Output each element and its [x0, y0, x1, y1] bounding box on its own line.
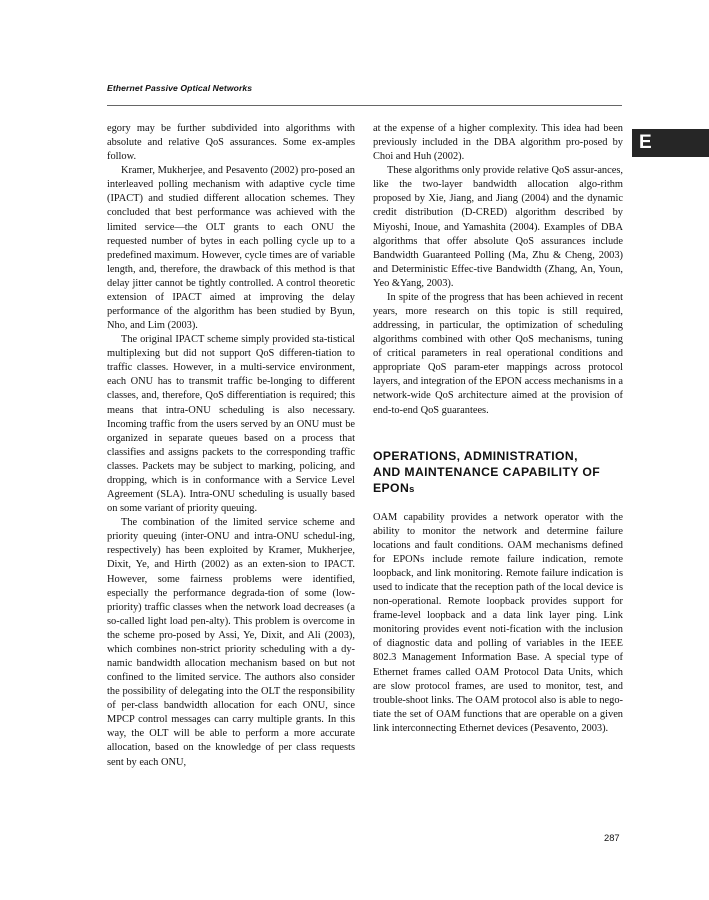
header-rule	[107, 105, 622, 106]
body-paragraph: egory may be further subdivided into algorithms with absolute and relative QoS assurances. Some ex-amples follow.	[107, 123, 355, 163]
left-column	[107, 122, 355, 770]
section-heading-line	[373, 480, 623, 497]
body-paragraph: at the expense of a higher complexity. This idea had been previously included in the DBA algorithm pro-posed by Choi and Huh (2002).	[373, 123, 623, 163]
right-column	[373, 122, 623, 736]
body-paragraph: Kramer, Mukherjee, and Pesavento (2002) pro-posed an interleaved polling mechanism with adaptive cycle time (IPACT) and studied different allocation schemes. They concluded that best performance was achieved with the limited service—the OLT grants to each ONU the requested number of bytes in each polling cycle up to a predefined maximum. However, cycle times are of variable length, and, therefore, the drawback of this method is that delay jitter cannot be tightly controlled. A control theoretic extension of IPACT aimed at improving the delay performance of the algorithm has been studied by Byun, Nho, and Lim (2003).	[107, 165, 355, 332]
running-header-title: Ethernet Passive Optical Networks	[107, 83, 253, 93]
thumb-index-letter: E	[639, 132, 652, 153]
body-paragraph: These algorithms only provide relative QoS assur-ances, like the two-layer bandwidth allocation algo-rithm proposed by Xie, Jiang, and Jiang (2004) and the dynamic credit distribution (D-CRED) algorithm described by Miyoshi, Inoue, and Yamashita (2004). Examples of DBA algorithms that offer absolute QoS assurances include Bandwidth Guaranteed Polling (Ma, Zhu & Cheng, 2003) and Deterministic Effec-tive Bandwidth (Zhang, An, Youn, Yeo &Yang, 2003).	[373, 165, 623, 289]
section-heading-line: OPERATIONS, ADMINISTRATION,	[373, 448, 578, 463]
section-heading	[373, 448, 623, 497]
body-paragraph: OAM capability provides a network operator with the ability to monitor the network and determine failure locations and fault conditions. OAM mechanisms defined for EPONs include remote failure indication, remote loopback, and link monitoring. Remote failure indication is used to indicate that the reception path of the local device is non-operational. Remote loopback provides support for frame-level loopback and a data link layer ping. Link monitoring provides event noti-fication with the inclusion of diagnostic data and polling of variables in the IEEE 802.3 Management Information Base. A special type of Ethernet frames called OAM Protocol Data Units, which are slow protocol frames, are used to monitor, test, and trouble-shoot links. The OAM protocol also is able to nego-tiate the set of OAM functions that are operable on a given link interconnecting Ethernet devices (Pesavento, 2003).	[373, 511, 623, 734]
section-heading-line: AND MAINTENANCE CAPABILITY OF	[373, 464, 601, 479]
section-heading-suffix: s	[409, 482, 415, 494]
body-paragraph: In spite of the progress that has been achieved in recent years, more research on this topic is still required, addressing, in particular, the optimization of scheduling algorithms combined with other QoS mechanisms, tuning of critical parameters in real operational conditions and appropriate QoS param-eter mappings across protocol layers, and integration of the EPON access mechanisms in a network-wide QoS architecture aimed at the provision of end-to-end QoS guarantees.	[373, 291, 623, 416]
body-paragraph: The original IPACT scheme simply provided sta-tistical multiplexing but did not support QoS differen-tiation to traffic classes. However, in a multi-service environment, each ONU has to transmit traffic be-longing to different classes, and, therefore, QoS differentiation is required; this means that intra-ONU scheduling is also necessary. Incoming traffic from the users served by an ONU must be organized in separate queues based on a process that classifies and assigns packets to the corresponding traffic classes. Packets may be subject to marking, policing, and dropping, which is in conformance with a Service Level Agreement (SLA). Intra-ONU scheduling is usually based on some variant of priority queuing.	[107, 334, 355, 515]
thumb-index-tab	[632, 129, 709, 157]
section-heading-word: EPON	[373, 480, 410, 495]
page-number: 287	[604, 832, 620, 843]
body-paragraph: The combination of the limited service scheme and priority queuing (inter-ONU and intra-ONU schedul-ing, respectively) has been exploited by Kramer, Mukherjee, Dixit, Ye, and Hirth (2002) as an exten-sion to IPACT. However, some fairness problems were identified, especially the performance degrada-tion of some (low-priority) traffic classes when the network load decreases (a so-called light load pen-alty). This problem is overcome in the scheme pro-posed by Assi, Ye, Dixit, and Ali (2003), which combines non-strict priority scheduling with a dy-namic bandwidth allocation mechanism based on but not confined to the limited service. The authors also consider the possibility of delegating into the OLT the responsibility of per-class bandwidth allocation for each ONU, since MPCP control messages can carry multiple grants. In this way, the OLT will be able to perform a more accurate allocation, based on the knowledge of per class requests sent by each ONU,	[107, 517, 355, 768]
